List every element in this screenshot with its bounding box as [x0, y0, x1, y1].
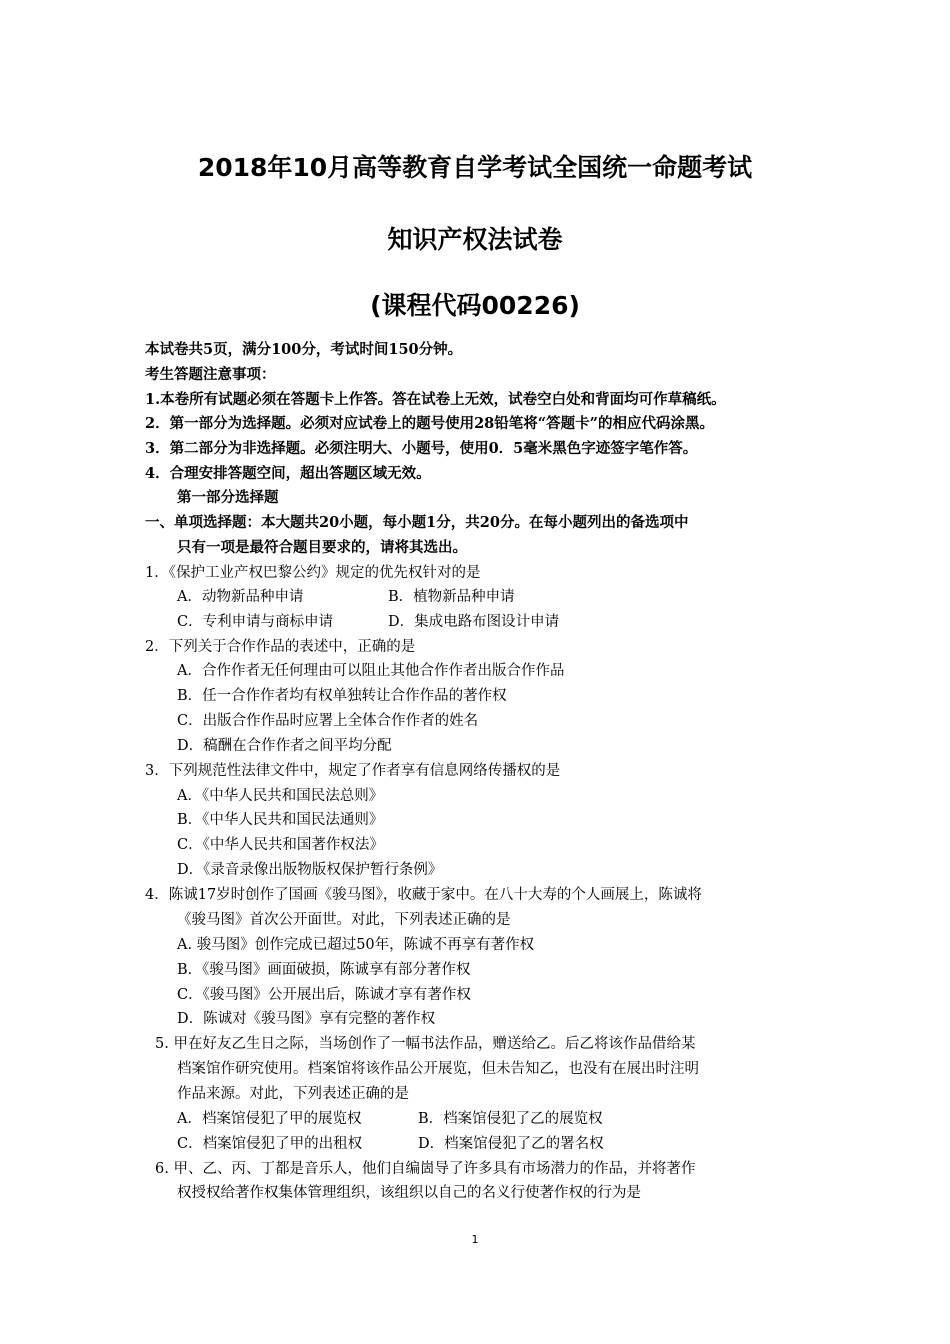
q3-option-a: A．《中华人民共和国民法总则》	[177, 788, 384, 804]
q4-option-d: D．陈诚对《骏马图》享有完整的著作权	[177, 1011, 436, 1027]
question-2-stem: 2．下列关于合作作品的表述中，正确的是	[145, 639, 416, 655]
exam-summary: 本试卷共5页，满分100分，考试时间150分钟。	[145, 341, 463, 358]
q2-option-d: D．稿酬在合作作者之间平均分配	[177, 738, 392, 754]
question-6-stem: 6. 甲、乙、丙、丁都是音乐人，他们自编崮导了许多具有市场潜力的作品，并将著作	[155, 1161, 696, 1177]
question-5-stem: 5. 甲在好友乙生日之际，当场创作了一幅书法作品，赠送给乙。后乙将该作品借给某	[155, 1036, 696, 1052]
course-code: (课程代码00226)	[370, 291, 580, 320]
notice-item: 4．合理安排答题空间，超出答题区域无效。	[145, 465, 431, 482]
q2-option-a: A．合作作者无任何理由可以阻止其他合作作者出版合作作品	[177, 663, 565, 679]
part1-heading: 第一部分选择题	[177, 489, 279, 506]
q5-option-c: C．档案馆侵犯了甲的出租权	[177, 1136, 363, 1152]
q5-option-a: A．档案馆侵犯了甲的展览权	[177, 1111, 362, 1127]
q3-option-c: C．《中华人民共和国著作权法》	[177, 837, 384, 853]
q5-option-d: D．档案馆侵犯了乙的署名权	[418, 1136, 604, 1152]
q4-option-a: A. 骏马图》创作完成已超过50年，陈诚不再享有著作权	[177, 937, 535, 953]
question-5-stem-cont: 档案馆作研究使用。档案馆将该作品公开展览，但未告知乙，也没有在展出时注明	[177, 1061, 699, 1077]
section-heading-cont: 只有一项是最符合题目要求的，请将其选出。	[177, 539, 467, 556]
q1-option-b: B．植物新品种申请	[388, 589, 515, 605]
question-5-stem-cont: 作品来源。对此，下列表述正确的是	[177, 1086, 409, 1102]
question-1-stem: 1．《保护工业产权巴黎公约》规定的优先权针对的是	[145, 565, 481, 581]
q1-option-a: A．动物新品种申请	[177, 589, 304, 605]
q1-option-c: C．专利申请与商标申请	[177, 614, 334, 630]
q2-option-c: C．出版合作作品时应署上全体合作作者的姓名	[177, 713, 479, 729]
notice-item: 2．第一部分为选择题。必须对应试卷上的题号使用28铅笔将“答题卡”的相应代码涂黑。	[145, 415, 714, 432]
question-3-stem: 3．下列规范性法律文件中，规定了作者享有信息网络传播权的是	[145, 763, 561, 779]
notice-item: 3．第二部分为非选择题。必须注明大、小题号，使用0．5毫米黑色字迹签字笔作答。	[145, 440, 698, 457]
page-number: 1	[471, 1233, 479, 1246]
notice-heading: 考生答题注意事项：	[145, 366, 276, 383]
section-heading: 一、单项选择题：本大题共20小题，每小题1分，共20分。在每小题列出的备选项中	[145, 514, 689, 531]
q2-option-b: B．任一合作作者均有权单独转让合作作品的著作权	[177, 688, 507, 704]
question-4-stem: 4．陈诚17岁时创作了国画《骏马图》，收藏于家中。在八十大寿的个人画展上，陈诚将	[145, 887, 702, 903]
q5-option-b: B．档案馆侵犯了乙的展览权	[418, 1111, 603, 1127]
exam-title: 2018年10月高等教育自学考试全国统一命题考试	[197, 153, 753, 182]
q4-option-b: B．《骏马图》画面破损，陈诚享有部分著作权	[177, 962, 471, 978]
q3-option-b: B．《中华人民共和国民法通则》	[177, 812, 384, 828]
question-4-stem-cont: 《骏马图》首次公开面世。对此，下列表述正确的是	[177, 912, 511, 928]
q4-option-c: C．《骏马图》公开展出后，陈诚才享有著作权	[177, 987, 471, 1003]
q1-option-d: D．集成电路布图设计申请	[388, 614, 560, 630]
question-6-stem-cont: 权授权给著作权集体管理组织，该组织以自己的名义行使著作权的行为是	[177, 1185, 641, 1201]
paper-title: 知识产权法试卷	[387, 225, 563, 254]
notice-item: 1.本卷所有试题必须在答题卡上作答。答在试卷上无效，试卷空白处和背面均可作草稿纸。	[145, 391, 726, 408]
q3-option-d: D．《录音录像出版物版权保护暂行条例》	[177, 862, 443, 878]
